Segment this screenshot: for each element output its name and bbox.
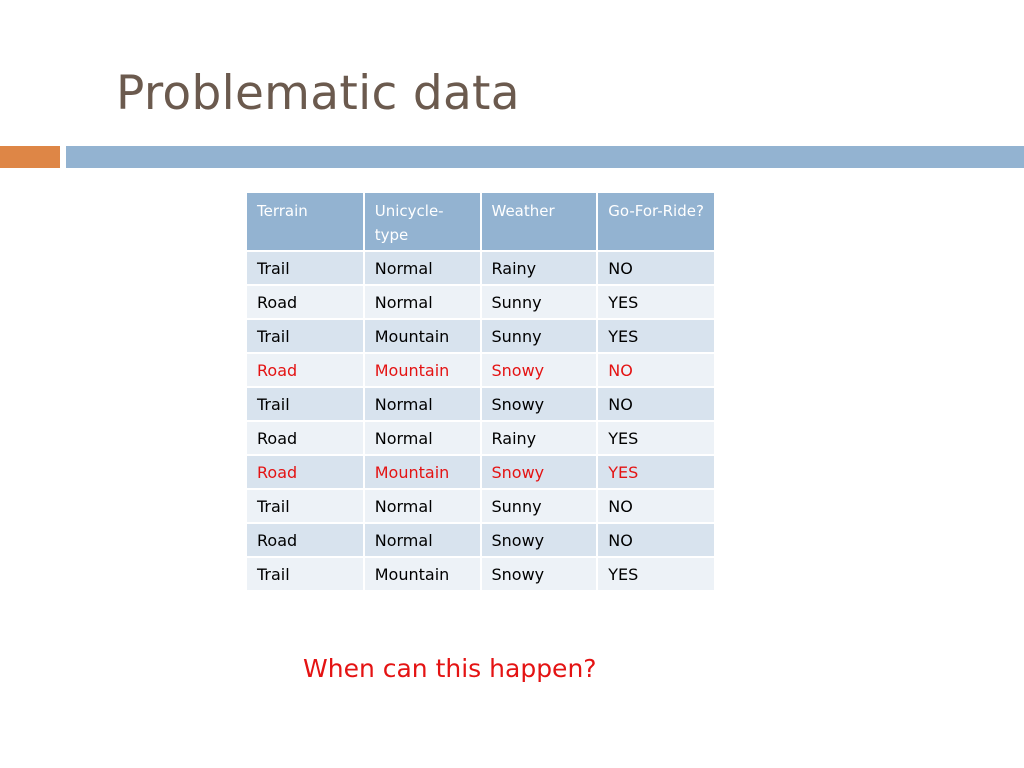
cell-terrain: Road	[247, 353, 364, 387]
table-row	[247, 523, 714, 557]
header-unicycle-type: Unicycle-type	[364, 193, 481, 251]
table-row	[247, 251, 714, 285]
cell-unicycle-type: Mountain	[364, 353, 481, 387]
cell-weather: Snowy	[481, 455, 598, 489]
cell-go-for-ride: NO	[597, 387, 714, 421]
cell-unicycle-type: Normal	[364, 285, 481, 319]
cell-unicycle-type: Normal	[364, 387, 481, 421]
table-row	[247, 319, 714, 353]
accent-bar-blue	[66, 146, 1024, 168]
header-terrain: Terrain	[247, 193, 364, 251]
cell-go-for-ride: NO	[597, 251, 714, 285]
table-body	[247, 251, 714, 591]
cell-go-for-ride: NO	[597, 489, 714, 523]
header-go-for-ride: Go-For-Ride?	[597, 193, 714, 251]
cell-terrain: Trail	[247, 251, 364, 285]
cell-unicycle-type: Mountain	[364, 319, 481, 353]
cell-terrain: Trail	[247, 319, 364, 353]
cell-unicycle-type: Mountain	[364, 455, 481, 489]
cell-go-for-ride: YES	[597, 421, 714, 455]
cell-weather: Sunny	[481, 489, 598, 523]
cell-weather: Sunny	[481, 285, 598, 319]
cell-go-for-ride: YES	[597, 319, 714, 353]
accent-bar-orange	[0, 146, 60, 168]
cell-weather: Snowy	[481, 353, 598, 387]
cell-unicycle-type: Normal	[364, 523, 481, 557]
cell-terrain: Trail	[247, 387, 364, 421]
cell-terrain: Road	[247, 455, 364, 489]
cell-terrain: Road	[247, 523, 364, 557]
table-row	[247, 489, 714, 523]
table-header-row	[247, 193, 714, 251]
table-row	[247, 557, 714, 591]
cell-go-for-ride: YES	[597, 557, 714, 591]
cell-terrain: Trail	[247, 489, 364, 523]
cell-weather: Sunny	[481, 319, 598, 353]
question-text: When can this happen?	[303, 654, 597, 683]
cell-go-for-ride: NO	[597, 353, 714, 387]
cell-unicycle-type: Normal	[364, 251, 481, 285]
cell-terrain: Road	[247, 421, 364, 455]
header-weather: Weather	[481, 193, 598, 251]
table-row	[247, 285, 714, 319]
cell-terrain: Road	[247, 285, 364, 319]
table-row	[247, 387, 714, 421]
table-row	[247, 353, 714, 387]
table-row	[247, 455, 714, 489]
data-table	[247, 193, 714, 592]
cell-weather: Snowy	[481, 387, 598, 421]
cell-go-for-ride: YES	[597, 285, 714, 319]
table-row	[247, 421, 714, 455]
cell-go-for-ride: YES	[597, 455, 714, 489]
cell-weather: Snowy	[481, 523, 598, 557]
cell-terrain: Trail	[247, 557, 364, 591]
slide-title: Problematic data	[116, 66, 520, 121]
cell-weather: Rainy	[481, 421, 598, 455]
cell-unicycle-type: Normal	[364, 489, 481, 523]
cell-unicycle-type: Mountain	[364, 557, 481, 591]
cell-weather: Snowy	[481, 557, 598, 591]
cell-weather: Rainy	[481, 251, 598, 285]
cell-unicycle-type: Normal	[364, 421, 481, 455]
cell-go-for-ride: NO	[597, 523, 714, 557]
